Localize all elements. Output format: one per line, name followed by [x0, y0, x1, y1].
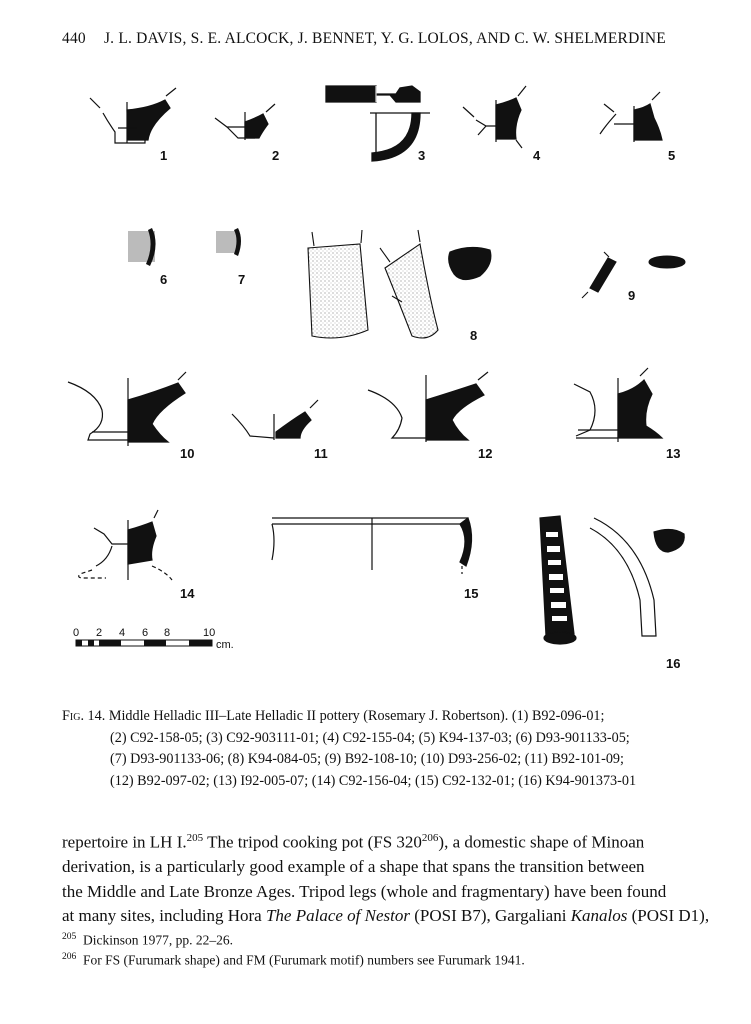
sherd-drawing-12	[368, 372, 488, 442]
fig-num-4: 4	[533, 148, 541, 163]
fig-num-6: 6	[160, 272, 168, 287]
fig-num-5: 5	[668, 148, 676, 163]
footnote-text: For FS (Furumark shape) and FM (Furumark motif) numbers see Furumark 1941.	[83, 952, 525, 968]
body-line-2: derivation, is a particularly good example of a shape that spans the transition between	[62, 857, 645, 877]
caption-line-3: (7) D93-901133-06; (8) K94-084-05; (9) B92-108-10; (10) D93-256-02; (11) B92-101-09;	[110, 751, 624, 767]
scale-tick-8: 8	[164, 627, 171, 639]
scale-bar	[73, 627, 234, 651]
fig-num-1: 1	[160, 148, 168, 163]
fig-num-7: 7	[238, 272, 246, 287]
footnote-206	[62, 952, 525, 969]
fig-num-11: 11	[314, 446, 328, 461]
sherd-drawing-7	[216, 228, 241, 256]
caption-line-1	[62, 706, 702, 728]
body-line-4: at many sites, including Hora The Palace of Nestor (POSI B7), Gargaliani Kanalos (POSI D1),	[62, 906, 710, 926]
sherd-drawing-8	[308, 230, 491, 338]
sherd-drawing-11	[232, 400, 318, 440]
body-line-3: the Middle and Late Bronze Ages. Tripod legs (whole and fragmentary) have been found	[62, 881, 667, 901]
sherd-drawing-4	[463, 86, 526, 148]
sherd-drawing-2	[215, 104, 275, 140]
footnote-ref-206[interactable]: 206	[421, 832, 439, 844]
body-paragraph	[62, 826, 710, 929]
sherd-drawing-3	[326, 86, 430, 161]
body-line-1: repertoire in LH I.$^{205}$ The tripod cooking pot (FS $320^{206}$), a domestic shape of Minoan	[62, 832, 645, 852]
scale-tick-4: 4	[119, 627, 126, 639]
scale-unit: cm.	[216, 639, 234, 651]
sherd-drawing-6	[128, 228, 156, 266]
fig-num-16: 16	[666, 656, 681, 671]
sherd-drawing-10	[68, 372, 186, 446]
footnote-205	[62, 932, 233, 949]
footnote-ref-205[interactable]: 205	[186, 832, 204, 844]
caption-label: Fig. 14.	[62, 708, 106, 724]
sherd-drawing-16	[540, 516, 684, 644]
footnote-number: 206	[62, 952, 77, 962]
author-line: J. L. DAVIS, S. E. ALCOCK, J. BENNET, Y. G. LOLOS, AND C. W. SHELMERDINE	[103, 30, 666, 47]
sherd-drawing-13	[574, 368, 662, 442]
figure-caption	[62, 706, 702, 792]
scale-tick-2: 2	[96, 627, 103, 639]
fig-num-14: 14	[180, 586, 195, 601]
sherd-drawing-15	[272, 518, 472, 574]
scale-tick-10: 10	[203, 627, 216, 639]
sherd-drawing-5	[600, 92, 662, 142]
caption-line-2: (2) C92-158-05; (3) C92-903111-01; (4) C92-155-04; (5) K94-137-03; (6) D93-901133-05;	[110, 729, 630, 746]
fig-num-3: 3	[418, 148, 426, 163]
fig-num-12: 12	[478, 446, 493, 461]
page-number: 440	[62, 30, 86, 47]
scale-tick-6: 6	[142, 627, 149, 639]
fig-num-13: 13	[666, 446, 681, 461]
figure-numbers	[160, 148, 680, 671]
sherd-drawing-1	[90, 88, 176, 143]
fig-num-2: 2	[272, 148, 280, 163]
caption-text-1: Middle Helladic III–Late Helladic II pottery (Rosemary J. Robertson). (1) B92-096-01;	[108, 708, 605, 724]
caption-line-4: (12) B92-097-02; (13) I92-005-07; (14) C92-156-04; (15) C92-132-01; (16) K94-901373-01	[110, 772, 637, 789]
fig-num-8: 8	[470, 328, 478, 343]
sherd-drawing-14	[79, 510, 172, 580]
fig-num-15: 15	[464, 586, 479, 601]
scale-tick-0: 0	[73, 627, 80, 639]
footnote-number: 205	[62, 932, 77, 942]
fig-num-10: 10	[180, 446, 195, 461]
footnote-text: Dickinson 1977, pp. 22–26.	[83, 932, 233, 948]
fig-num-9: 9	[628, 288, 636, 303]
